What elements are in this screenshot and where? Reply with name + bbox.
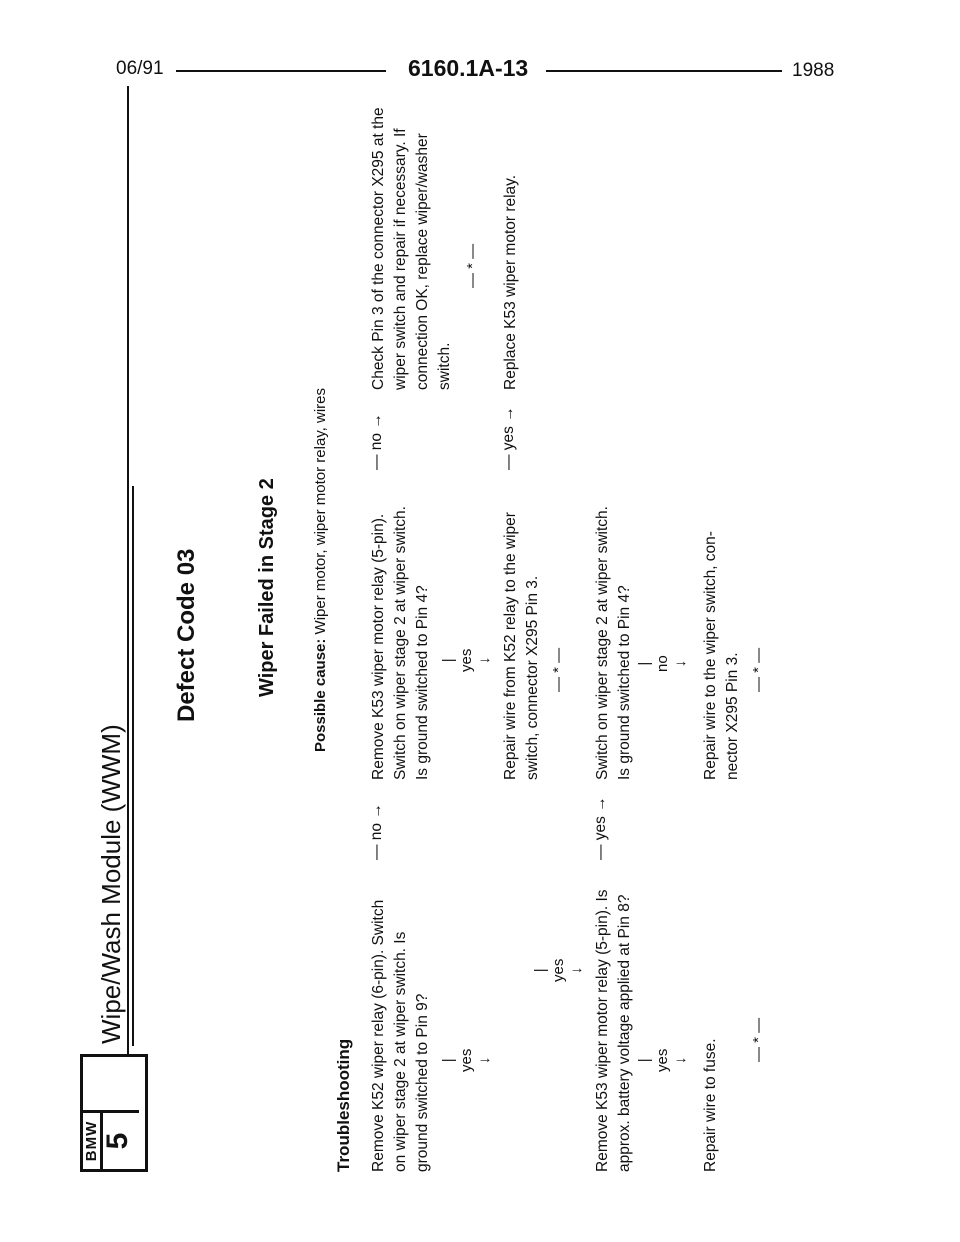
step2-yes-action: Repair wire from K52 relay to the wiper switch, connector X295 Pin 3. (502, 512, 541, 780)
step5-end-marker: — * — (750, 647, 767, 692)
logo-brand: BMW (83, 1120, 100, 1162)
section-title: Wiper Failed in Stage 2 (256, 478, 278, 697)
rotated-page (80, 2, 840, 1172)
step2-yes-end-marker: — * — (550, 647, 567, 692)
module-title: Wipe/Wash Module (WWM) (96, 724, 126, 1044)
step5-no-action: Repair wire to the wiper switch, con- nector X295 Pin 3. (702, 531, 741, 780)
step2-text: Remove K53 wiper motor relay (5-pin). Switch on wiper stage 2 at wiper switch. Is ground switched to Pin 4? (370, 506, 431, 780)
step4-yes-flow: | yes ↓ (636, 1048, 689, 1072)
header-doc-number: 6160.1A-13 (408, 55, 529, 81)
step2b-yes-arrow: — yes → (500, 406, 517, 470)
header-date: 06/91 (116, 58, 164, 79)
step1-text: Remove K52 wiper relay (6-pin). Switch on wiper stage 2 at wiper switch. Is ground switched to Pin 9? (370, 899, 431, 1172)
logo-model: 5 (101, 1132, 134, 1150)
step5-no-flow: | no ↓ (636, 655, 689, 672)
step1-no-arrow: — no → (368, 803, 385, 860)
possible-cause-text: Wiper motor, wiper motor relay, wires (312, 387, 329, 635)
possible-cause-label: Possible cause: (312, 638, 329, 752)
header-year: 1988 (792, 60, 835, 81)
step2b-yes-action: Replace K53 wiper motor relay. (502, 174, 519, 390)
bmw-logo (80, 1054, 148, 1172)
troubleshooting-heading: Troubleshooting (334, 1038, 353, 1172)
step4-end-marker: — * — (750, 1017, 767, 1062)
step4-text: Remove K53 wiper motor relay (5-pin). Is approx. battery voltage applied at Pin 8? (594, 889, 633, 1172)
step2-yes-flow: | yes ↓ (440, 648, 493, 672)
step1-yes-flow: | yes ↓ (440, 1048, 493, 1072)
step5-text: Switch on wiper stage 2 at wiper switch. Is ground switched to Pin 4? (594, 506, 633, 780)
defect-code-title: Defect Code 03 (173, 548, 200, 722)
step4-yes-action: Repair wire to fuse. (702, 1038, 719, 1172)
step3-text: Check Pin 3 of the connector X295 at the wiper switch and repair if necessary. If connection OK, replace wiper/washer switch. (370, 107, 453, 390)
step4-yes-arrow: — yes → (592, 796, 609, 860)
step3-end-marker: — * — (464, 243, 481, 288)
module-title-rule (132, 486, 134, 1046)
step2-no-arrow: — no → (368, 413, 385, 470)
step1-yes-flow-2: | yes ↓ (532, 958, 585, 982)
possible-cause (312, 388, 329, 752)
